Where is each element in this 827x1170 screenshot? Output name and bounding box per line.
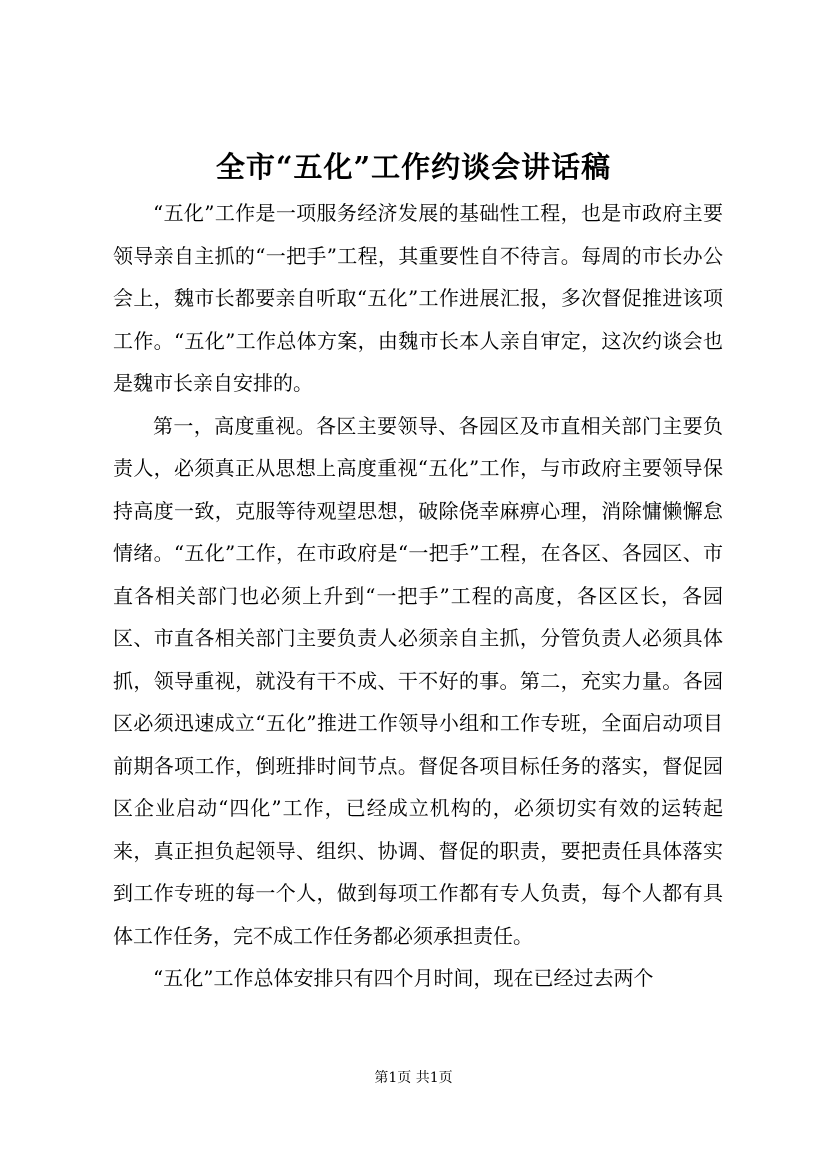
paragraph-schedule: “五化”工作总体安排只有四个月时间，现在已经过去两个 xyxy=(153,966,654,990)
paragraph-intro: “五化”工作是一项服务经济发展的基础性工程，也是市政府主要领导亲自主抓的“一把手”工程，其重要性自不待言。每周的市长办公会上，魏市长都要亲自听取“五化”工作进展汇报，多次督促推进该项工作。“五化”工作总体方案，由魏市长本人亲自审定，这次约谈会也是魏市长亲自安排的。 xyxy=(113,201,723,395)
document-title: 全市“五化”工作约谈会讲话稿 xyxy=(215,150,612,184)
page-number-footer: 第1页 共1页 xyxy=(374,1070,453,1086)
document-body xyxy=(113,192,723,1000)
paragraph-requirements: 第一，高度重视。各区主要领导、各园区及市直相关部门主要负责人，必须真正从思想上高度重视“五化”工作，与市政府主要领导保持高度一致，克服等待观望思想，破除侥幸麻痹心理，消除慵懒懈怠情绪。“五化”工作，在市政府是“一把手”工程，在各区、各园区、市直各相关部门也必须上升到“一把手”工程的高度，各区区长，各园区、市直各相关部门主要负责人必须亲自主抓，分管负责人必须具体抓，领导重视，就没有干不成、干不好的事。第二，充实力量。各园区必须迅速成立“五化”推进工作领导小组和工作专班，全面启动项目前期各项工作，倒班排时间节点。督促各项目标任务的落实，督促园区企业启动“四化”工作，已经成立机构的，必须切实有效的运转起来，真正担负起领导、组织、协调、督促的职责，要把责任具体落实到工作专班的每一个人，做到每项工作都有专人负责，每个人都有具体工作任务，完不成工作任务都必须承担责任。 xyxy=(113,413,723,948)
